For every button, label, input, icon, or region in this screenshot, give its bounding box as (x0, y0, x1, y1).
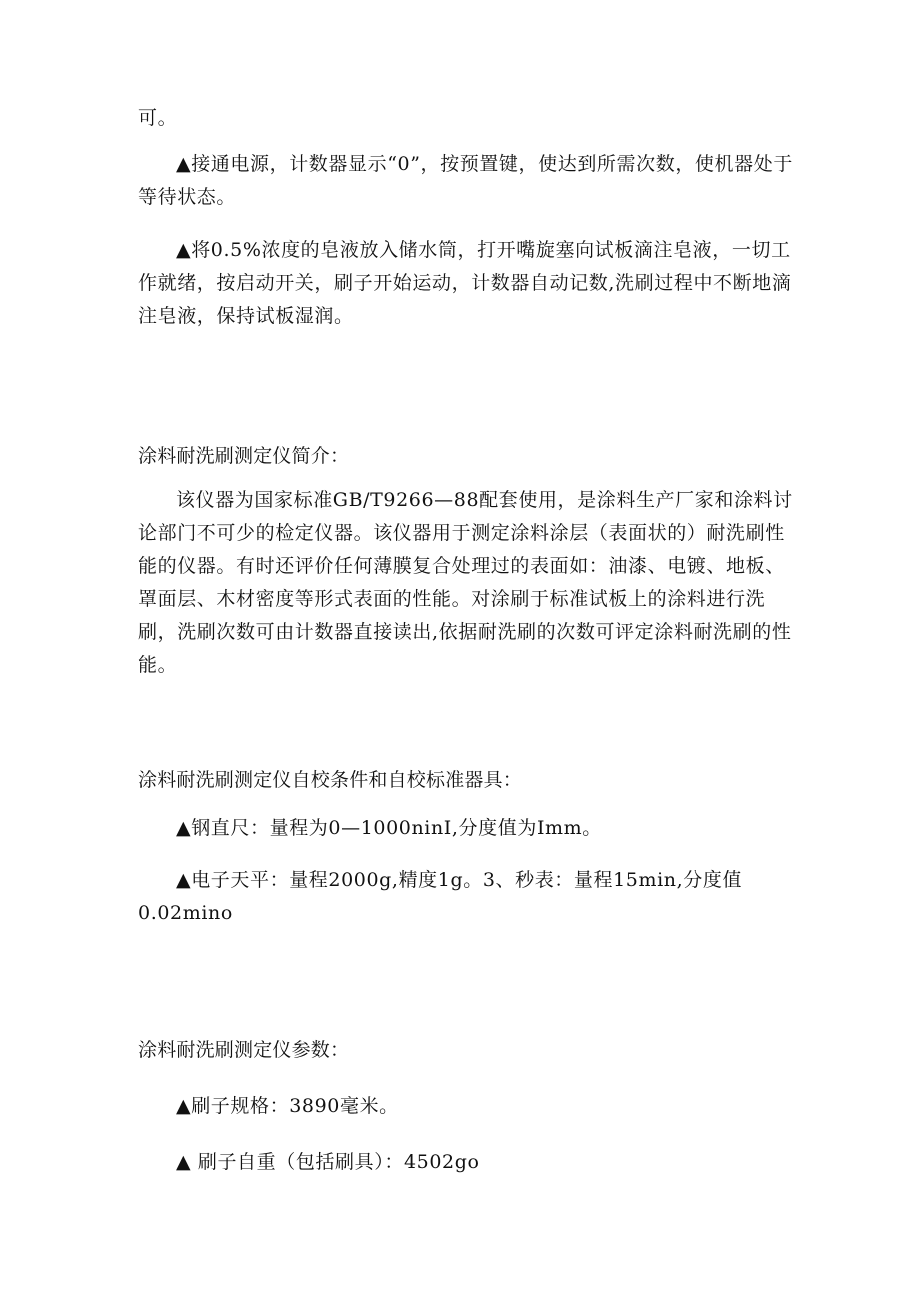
section-heading-intro: 涂料耐洗刷测定仪简介： (138, 445, 350, 467)
procedure-step-power-on: ▲接通电源，计数器显示“0”，按预置键，使达到所需次数，使机器处于等待状态。 (138, 153, 793, 208)
intro-paragraph: 该仪器为国家标准GB/T9266—88配套使用，是涂料生产厂家和涂料讨论部门不可少的检定仪器。该仪器用于测定涂料涂层（表面状的）耐洗刷性能的仪器。有时还评价任何薄膜复合处理过的表面如：油漆、电镀、地板、罩面层、木材密度等形式表面的性能。对涂刷于标准试板上的涂料进行洗刷，洗刷次数可由计数器直接读出,依据耐洗刷的次数可评定涂料耐洗刷的性能。 (138, 489, 793, 676)
calibration-item-steel-ruler: ▲钢直尺：量程为0—1000ninI,分度值为Imm。 (176, 817, 602, 839)
param-item-brush-weight: ▲ 刷子自重（包括刷具）：4502go (176, 1151, 480, 1173)
calibration-item-electronic-balance: ▲电子天平：量程2000g,精度1g。3、秒表：量程15min,分度值0.02mino (138, 869, 743, 924)
procedure-step-soap-liquid: ▲将0.5%浓度的皂液放入储水筒，打开嘴旋塞向试板滴注皂液，一切工作就绪，按启动开关，刷子开始运动，计数器自动记数,洗刷过程中不断地滴注皂液，保持试板湿润。 (138, 239, 792, 327)
section-heading-calibration: 涂料耐洗刷测定仪自校条件和自校标准器具： (138, 769, 523, 791)
section-heading-params: 涂料耐洗刷测定仪参数： (138, 1039, 350, 1061)
paragraph-fragment: 可。 (138, 107, 178, 129)
param-item-brush-spec: ▲刷子规格：3890毫米。 (176, 1095, 399, 1117)
